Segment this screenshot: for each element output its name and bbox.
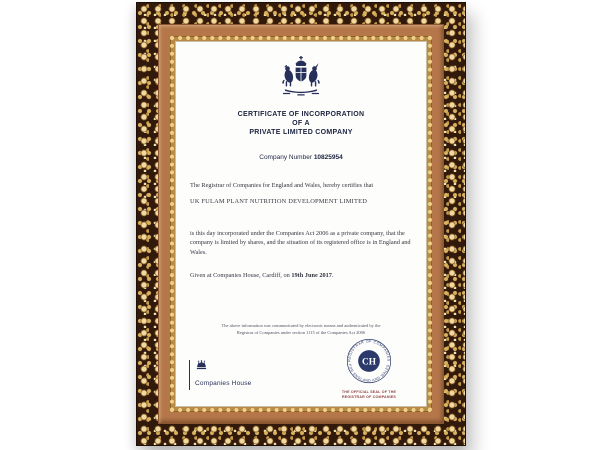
- authentication-line-1: The above information was communicated by electronic means and authenticated by the: [221, 322, 381, 328]
- seal-caption: [334, 390, 404, 400]
- authentication-note: [176, 322, 426, 336]
- given-line: [190, 272, 412, 279]
- company-number-value: 10825954: [313, 154, 343, 162]
- companies-house-logo: [189, 360, 251, 390]
- companies-house-label: Companies House: [195, 380, 252, 387]
- incorporation-paragraph: is this day incorporated under the Companies Act 2006 as a private company, that the company is limited by shares, and the situation of its registered office is in England and Wales.: [190, 230, 411, 256]
- certificate-body: [190, 182, 412, 278]
- official-seal: [334, 336, 404, 400]
- given-date: 19th June 2017: [291, 271, 332, 279]
- official-seal-icon: [338, 336, 400, 384]
- registrar-line: The Registrar of Companies for England and Wales, hereby certifies that: [190, 182, 374, 190]
- certificate-document: [175, 41, 427, 407]
- authentication-line-2: Registrar of Companies under section 1115 of the Companies Act 2006: [236, 329, 366, 335]
- frame-gold-band: [170, 36, 432, 412]
- picture-frame: [136, 2, 466, 446]
- seal-monogram: CH: [362, 357, 376, 368]
- crown-icon: [195, 360, 208, 371]
- frame-bead-trim: [170, 36, 432, 412]
- frame-wood-band: [158, 24, 444, 424]
- title-line-2: OF A: [292, 120, 310, 128]
- company-number-label: Company Number: [259, 154, 312, 162]
- seal-caption-line-1: THE OFFICIAL SEAL OF THE: [341, 389, 397, 394]
- company-name: UK FULAM PLANT NUTRITION DEVELOPMENT LIMITED: [190, 198, 368, 206]
- given-prefix: Given at Companies House, Cardiff, on: [190, 271, 292, 279]
- seal-ring-text-top: REGISTRAR OF COMPANIES: [347, 339, 391, 362]
- title-line-1: CERTIFICATE OF INCORPORATION: [237, 111, 365, 118]
- company-number-line: [176, 154, 426, 161]
- seal-caption-line-2: REGISTRAR OF COMPANIES: [341, 394, 397, 399]
- given-suffix: .: [331, 271, 334, 279]
- certificate-title: [176, 110, 426, 137]
- royal-coat-of-arms-icon: [274, 55, 328, 101]
- title-line-3: PRIVATE LIMITED COMPANY: [249, 129, 353, 137]
- seal-ring-text-bottom: FOR ENGLAND AND WALES: [347, 363, 391, 383]
